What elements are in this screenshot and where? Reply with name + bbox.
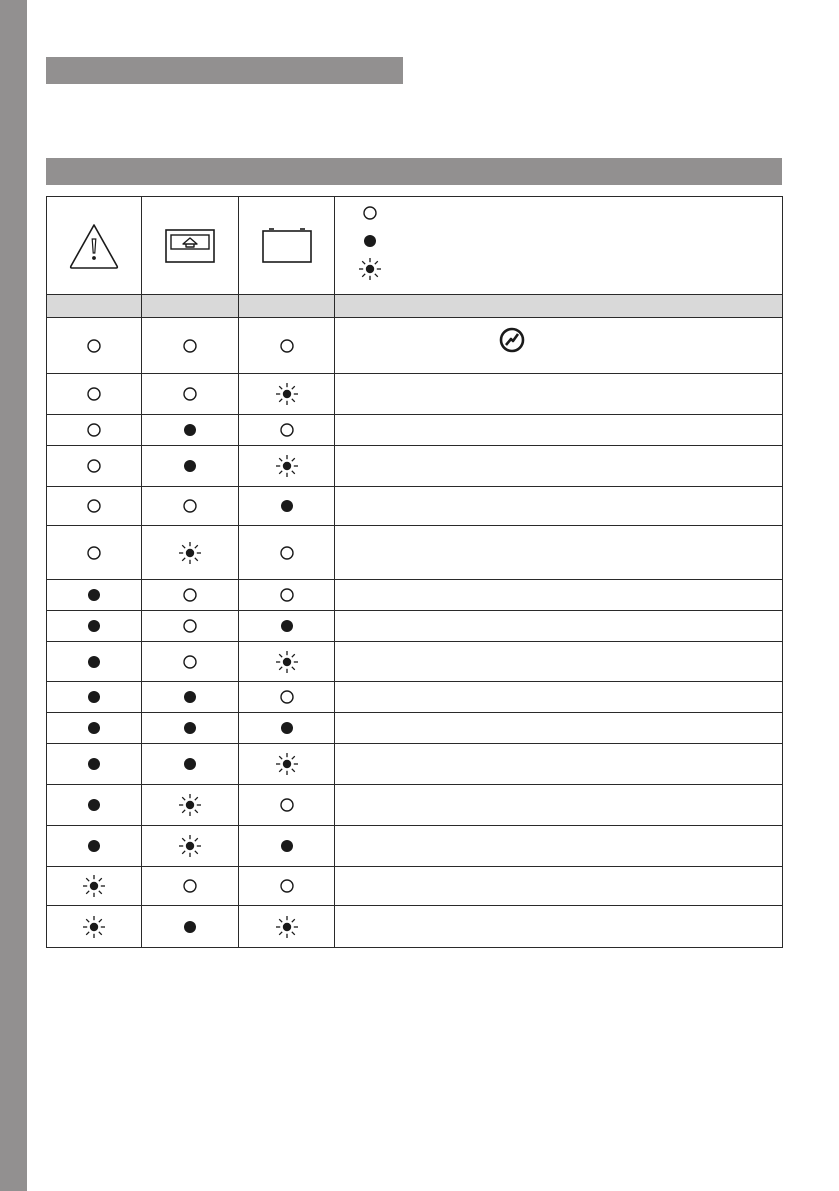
led-state-cell <box>47 744 142 785</box>
column-subheader-row <box>47 295 783 318</box>
led-flashing-icon <box>177 833 203 859</box>
led-state-cell <box>239 682 335 713</box>
led-state-cell <box>239 826 335 867</box>
led-status-row <box>47 446 783 487</box>
led-state-cell <box>47 682 142 713</box>
led-off-icon <box>274 873 300 899</box>
led-off-icon <box>81 540 107 566</box>
led-state-cell <box>239 318 335 374</box>
led-on-icon <box>81 833 107 859</box>
led-off-icon <box>177 649 203 675</box>
led-off-icon <box>357 200 383 226</box>
led-state-cell <box>47 446 142 487</box>
status-description-cell <box>335 642 783 682</box>
header-cell-warning <box>47 197 142 295</box>
led-status-row <box>47 318 783 374</box>
status-description-cell <box>335 744 783 785</box>
led-on-icon <box>81 715 107 741</box>
led-state-cell <box>47 713 142 744</box>
led-status-table <box>46 196 783 948</box>
led-off-icon <box>274 792 300 818</box>
led-off-icon <box>177 333 203 359</box>
led-state-cell <box>239 744 335 785</box>
led-state-cell <box>47 906 142 948</box>
led-off-icon <box>81 453 107 479</box>
status-description-cell <box>335 415 783 446</box>
led-status-row <box>47 682 783 713</box>
led-flashing-icon <box>177 792 203 818</box>
header-cell-charger <box>142 197 239 295</box>
legend-cell <box>335 197 783 295</box>
status-description-cell <box>335 318 783 374</box>
icon-header-row <box>47 197 783 295</box>
led-state-cell <box>47 867 142 906</box>
led-state-cell <box>142 446 239 487</box>
led-on-icon <box>81 751 107 777</box>
status-description-cell <box>335 374 783 415</box>
led-status-row <box>47 526 783 580</box>
led-state-cell <box>239 446 335 487</box>
led-state-cell <box>47 374 142 415</box>
led-flashing-icon <box>274 381 300 407</box>
led-off-icon <box>177 582 203 608</box>
led-status-row <box>47 713 783 744</box>
led-state-cell <box>239 526 335 580</box>
led-state-cell <box>142 713 239 744</box>
status-description-cell <box>335 611 783 642</box>
led-on-icon <box>81 684 107 710</box>
table-heading-bar <box>46 158 782 185</box>
led-flashing-icon <box>274 649 300 675</box>
warning-triangle-icon <box>68 222 120 270</box>
subheader-cell <box>142 295 239 318</box>
led-on-icon <box>274 833 300 859</box>
led-off-icon <box>81 381 107 407</box>
led-on-icon <box>81 649 107 675</box>
subheader-cell <box>47 295 142 318</box>
led-state-cell <box>47 318 142 374</box>
led-on-icon <box>177 417 203 443</box>
led-state-cell <box>239 611 335 642</box>
led-state-cell <box>239 415 335 446</box>
led-flashing-icon <box>81 873 107 899</box>
led-state-cell <box>142 611 239 642</box>
led-status-row <box>47 642 783 682</box>
status-description-cell <box>335 826 783 867</box>
status-description-cell <box>335 487 783 526</box>
led-on-icon <box>274 613 300 639</box>
led-off-icon <box>274 684 300 710</box>
led-off-icon <box>177 493 203 519</box>
status-description-cell <box>335 446 783 487</box>
led-flashing-icon <box>81 914 107 940</box>
status-description-cell <box>335 526 783 580</box>
led-on-icon <box>81 792 107 818</box>
led-off-icon <box>81 417 107 443</box>
status-description-cell <box>335 785 783 826</box>
header-cell-battery <box>239 197 335 295</box>
led-state-cell <box>142 415 239 446</box>
led-state-cell <box>47 785 142 826</box>
led-state-cell <box>142 744 239 785</box>
led-flashing-icon <box>274 914 300 940</box>
led-state-cell <box>142 374 239 415</box>
led-off-icon <box>81 493 107 519</box>
led-state-cell <box>142 487 239 526</box>
led-state-cell <box>239 906 335 948</box>
status-description-cell <box>335 682 783 713</box>
led-status-row <box>47 487 783 526</box>
led-state-cell <box>239 642 335 682</box>
led-off-icon <box>274 582 300 608</box>
battery-outline-icon <box>261 228 313 264</box>
power-symbol-icon <box>498 326 526 354</box>
led-state-cell <box>47 526 142 580</box>
status-description-cell <box>335 906 783 948</box>
led-status-row <box>47 906 783 948</box>
led-status-row <box>47 580 783 611</box>
led-flashing-icon <box>357 256 383 282</box>
led-on-icon <box>357 228 383 254</box>
led-state-cell <box>239 867 335 906</box>
led-state-cell <box>239 713 335 744</box>
led-state-cell <box>47 611 142 642</box>
led-off-icon <box>177 613 203 639</box>
led-state-cell <box>142 826 239 867</box>
led-off-icon <box>274 417 300 443</box>
subheader-cell <box>335 295 783 318</box>
led-state-cell <box>47 415 142 446</box>
led-flashing-icon <box>274 453 300 479</box>
led-on-icon <box>274 493 300 519</box>
status-description-cell <box>335 713 783 744</box>
led-state-cell <box>47 580 142 611</box>
section-heading-bar <box>46 57 403 84</box>
led-off-icon <box>81 333 107 359</box>
led-off-icon <box>274 333 300 359</box>
led-status-row <box>47 785 783 826</box>
led-status-row <box>47 374 783 415</box>
led-state-cell <box>142 642 239 682</box>
led-status-row <box>47 826 783 867</box>
led-state-cell <box>239 487 335 526</box>
led-state-cell <box>142 867 239 906</box>
led-state-cell <box>142 580 239 611</box>
led-flashing-icon <box>177 540 203 566</box>
led-on-icon <box>177 914 203 940</box>
led-off-icon <box>177 381 203 407</box>
led-state-cell <box>47 826 142 867</box>
led-status-row <box>47 744 783 785</box>
led-state-cell <box>142 906 239 948</box>
led-state-cell <box>142 785 239 826</box>
led-on-icon <box>177 751 203 777</box>
led-on-icon <box>177 684 203 710</box>
led-on-icon <box>274 715 300 741</box>
led-off-icon <box>274 540 300 566</box>
led-on-icon <box>177 715 203 741</box>
led-state-cell <box>47 642 142 682</box>
led-flashing-icon <box>274 751 300 777</box>
charger-home-battery-icon <box>164 228 216 264</box>
led-state-cell <box>142 526 239 580</box>
led-off-icon <box>177 873 203 899</box>
led-state-cell <box>142 318 239 374</box>
led-state-cell <box>239 374 335 415</box>
led-on-icon <box>81 582 107 608</box>
led-status-row <box>47 867 783 906</box>
led-on-icon <box>177 453 203 479</box>
led-state-cell <box>142 682 239 713</box>
led-status-row <box>47 611 783 642</box>
legend-on <box>357 227 782 255</box>
status-description-cell <box>335 580 783 611</box>
legend-flashing <box>357 255 782 283</box>
subheader-cell <box>239 295 335 318</box>
led-status-row <box>47 415 783 446</box>
status-description-cell <box>335 867 783 906</box>
legend-off <box>357 199 782 227</box>
led-state-cell <box>47 487 142 526</box>
led-state-cell <box>239 580 335 611</box>
led-on-icon <box>81 613 107 639</box>
led-state-cell <box>239 785 335 826</box>
left-gray-strip <box>0 0 27 1191</box>
